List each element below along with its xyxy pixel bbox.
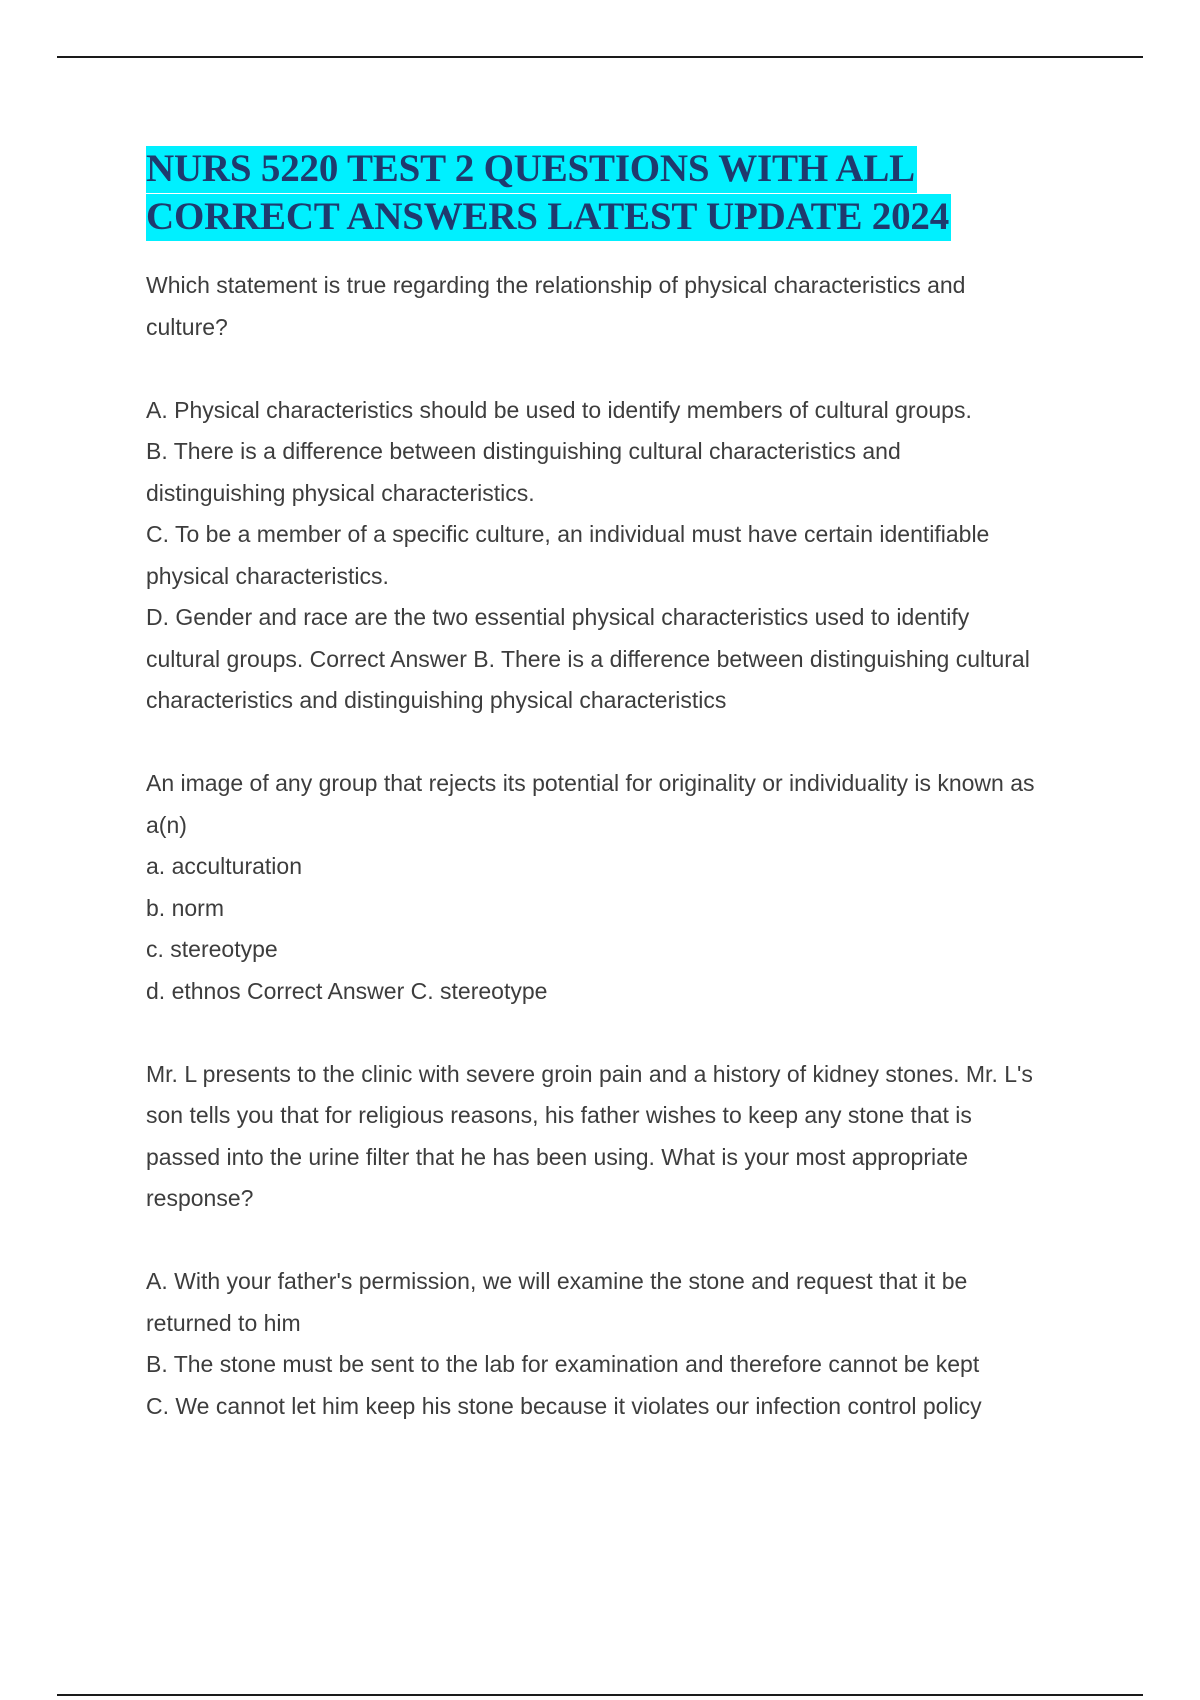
bottom-rule xyxy=(57,1694,1143,1696)
question-1-option-d-line-2: cultural groups. Correct Answer B. There is a difference between distinguishing cultural xyxy=(146,645,1030,672)
question-3-stem-line-1: Mr. L presents to the clinic with severe groin pain and a history of kidney stones. Mr. L's xyxy=(146,1060,1033,1087)
question-2-stem-line-1: An image of any group that rejects its potential for originality or individuality is known as xyxy=(146,770,1035,796)
question-2-option-c: c. stereotype xyxy=(146,936,278,962)
question-1-option-c-line-2: physical characteristics. xyxy=(146,562,389,589)
question-3-stem-line-3: passed into the urine filter that he has been using. What is your most appropriate xyxy=(146,1143,969,1170)
title-line-1: NURS 5220 TEST 2 QUESTIONS WITH ALL xyxy=(146,146,917,193)
document-title xyxy=(146,145,1106,241)
question-2-option-a: a. acculturation xyxy=(146,853,302,879)
question-1-stem-line-1: Which statement is true regarding the relationship of physical characteristics and xyxy=(146,272,966,298)
question-2-stem-line-2: a(n) xyxy=(146,811,187,838)
question-3-stem-line-4: response? xyxy=(146,1185,254,1211)
question-3-stem-line-2: son tells you that for religious reasons, his father wishes to keep any stone that is xyxy=(146,1102,972,1128)
top-rule xyxy=(57,56,1143,58)
question-1-option-b-line-1: B. There is a difference between distinguishing cultural characteristics and xyxy=(146,438,901,464)
document-body xyxy=(146,145,1106,1427)
question-1-option-d-line-3: characteristics and distinguishing physical characteristics xyxy=(146,687,727,713)
title-line-2: CORRECT ANSWERS LATEST UPDATE 2024 xyxy=(146,194,951,241)
question-3-option-b: B. The stone must be sent to the lab for examination and therefore cannot be kept xyxy=(146,1351,980,1377)
question-3-option-c: C. We cannot let him keep his stone because it violates our infection control policy xyxy=(146,1392,982,1419)
question-1-option-b-line-2: distinguishing physical characteristics. xyxy=(146,479,535,506)
question-2-option-b: b. norm xyxy=(146,894,224,921)
question-2-option-d: d. ethnos Correct Answer C. stereotype xyxy=(146,977,548,1004)
question-1-option-d-line-1: D. Gender and race are the two essential physical characteristics used to identify xyxy=(146,604,970,630)
question-1 xyxy=(146,265,1106,722)
question-2 xyxy=(146,763,1106,1012)
question-3 xyxy=(146,1054,1106,1428)
question-1-stem-line-2: culture? xyxy=(146,313,228,340)
question-1-option-c-line-1: C. To be a member of a specific culture, an individual must have certain identifiable xyxy=(146,521,990,547)
question-3-option-a-line-1: A. With your father's permission, we will examine the stone and request that it be xyxy=(146,1268,968,1294)
question-1-option-a: A. Physical characteristics should be used to identify members of cultural groups. xyxy=(146,396,972,423)
question-3-option-a-line-2: returned to him xyxy=(146,1309,301,1336)
